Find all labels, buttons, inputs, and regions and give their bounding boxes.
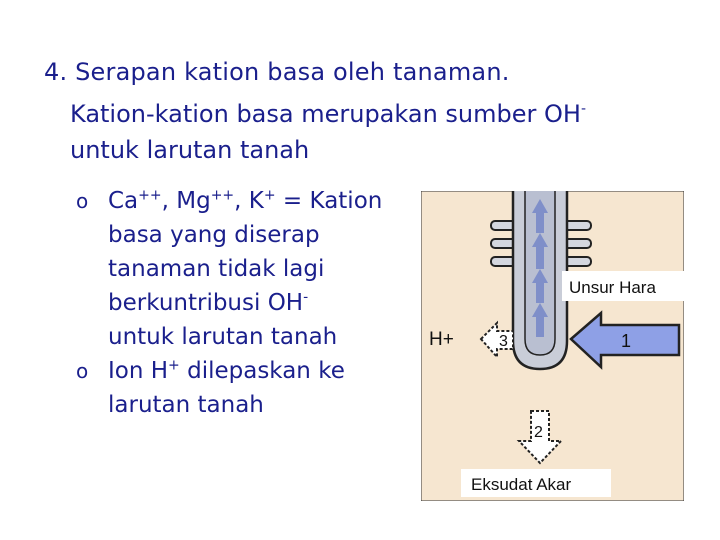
bullet-cations-line-1	[108, 184, 436, 218]
bullet-marker: o	[76, 189, 89, 213]
bullet-hydrogen-line-1	[108, 354, 436, 388]
root-uptake-diagram	[421, 191, 684, 501]
bullet-hydrogen-line-2: larutan tanah	[108, 392, 264, 418]
mg-text: , Mg	[161, 188, 211, 214]
bullet-list	[76, 184, 436, 422]
k-charge: +	[263, 187, 276, 204]
intro-line-2: untuk larutan tanah	[70, 136, 310, 164]
oh-charge: -	[303, 289, 309, 306]
slide-title: 4. Serapan kation basa oleh tanaman.	[44, 58, 510, 86]
bullet-marker: o	[76, 359, 89, 383]
k-text: , K	[234, 188, 264, 214]
arrow-3-label: 3	[499, 333, 508, 350]
intro-line-1-sup: -	[580, 101, 586, 117]
kation-text: = Kation	[275, 188, 383, 214]
bullet-hydrogen	[76, 354, 436, 422]
ion-h-text: Ion H	[108, 358, 169, 384]
unsur-hara-label: Unsur Hara	[569, 278, 656, 297]
h-plus-label: H+	[429, 329, 454, 350]
intro-line-1-text: Kation-kation basa merupakan sumber OH	[70, 100, 581, 128]
intro-line-1	[70, 96, 690, 132]
bullet-cations-line-5: untuk larutan tanah	[108, 324, 338, 350]
diagram-svg	[421, 191, 684, 501]
dilepaskan-text: dilepaskan ke	[179, 358, 345, 384]
bullet-cations	[76, 184, 436, 354]
eksudat-akar-label: Eksudat Akar	[471, 475, 572, 494]
bullet-cations-line-3: tanaman tidak lagi	[108, 256, 325, 282]
ca-text: Ca	[108, 188, 139, 214]
intro-paragraph	[70, 96, 690, 168]
bullet-cations-line-4	[108, 286, 436, 320]
bullet-cations-line-2: basa yang diserap	[108, 222, 320, 248]
h-charge: +	[168, 357, 180, 374]
arrow-2-label: 2	[534, 424, 543, 441]
mg-charge: ++	[210, 187, 235, 204]
ca-charge: ++	[138, 187, 162, 204]
arrow-1-label: 1	[621, 331, 632, 351]
oh-text: berkuntribusi OH	[108, 290, 304, 316]
